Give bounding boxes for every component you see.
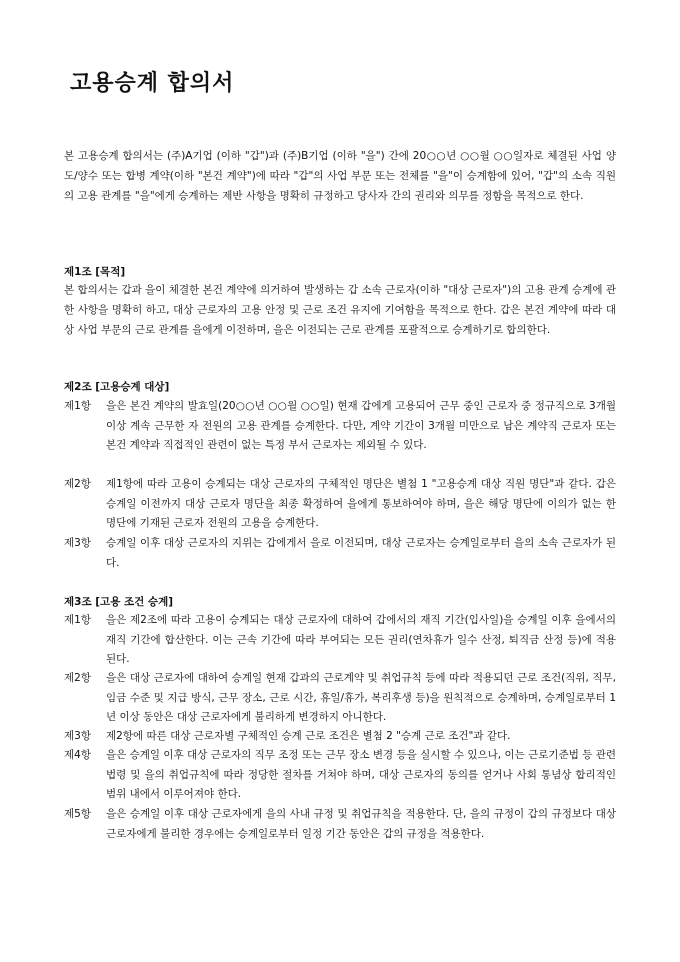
clause-text: 을은 승계일 이후 대상 근로자의 직무 조정 또는 근무 장소 변경 등을 실시할 수 있으나, 이는 근로기준법 등 관련 법령 및 을의 취업규칙에 따라 정당한 절차를 거쳐야 하며, 대상 근로자의 동의를 얻거나 사회 통념상 합리적인 범위 내에서 이루어져야 한다. — [106, 749, 616, 800]
document-title: 고용승계 합의서 — [70, 71, 235, 96]
clause-text: 을은 승계일 이후 대상 근로자에게 을의 사내 규정 및 취업규칙을 적용한다. 단, 을의 규정이 갑의 규정보다 대상 근로자에게 불리한 경우에는 승계일로부터 일정 기간 동안은 갑의 규정을 적용한다. — [106, 808, 616, 840]
clause-text: 제1항에 따라 고용이 승계되는 대상 근로자의 구체적인 명단은 별첨 1 "고용승계 대상 직원 명단"과 같다. 갑은 승계일 이전까지 대상 근로자 명단을 최종 확정하여 을에게 통보하여야 하며, 을은 해당 명단에 이의가 없는 한 명단에 기재된 근로자 전원의 고용을 승계한다. — [106, 478, 616, 529]
intro-paragraph: 본 고용승계 합의서는 (주)A기업 (이하 "갑")과 (주)B기업 (이하 "을") 간에 20○○년 ○○월 ○○일자로 체결된 사업 양도/양수 또는 합병 계약(이하 "본건 계약")에 따라 "갑"의 사업 부문 또는 전체를 "을"이 승계함에 있어, "갑"의 소속 직원의 고용 관계를 "을"에게 승계하는 제반 사항을 명확히 규정하고 당사자 간의 권리와 의무를 정함을 목적으로 한다. — [64, 150, 616, 202]
clause-number: 제2항 — [64, 672, 91, 684]
article2-clause-1 — [64, 397, 616, 456]
clause-number: 제4항 — [64, 749, 91, 761]
article3-clause-5 — [64, 805, 616, 844]
clause-text: 승계일 이후 대상 근로자의 지위는 갑에게서 을로 이전되며, 대상 근로자는 승계일로부터 을의 소속 근로자가 된다. — [106, 537, 616, 569]
article3-clause-4 — [64, 746, 616, 805]
article1-text: 본 합의서는 갑과 을이 체결한 본건 계약에 의거하여 발생하는 갑 소속 근로자(이하 "대상 근로자")의 고용 관계 승계에 관한 사항을 명확히 하고, 대상 근로자의 고용 안정 및 근로 조건 유지에 기여함을 목적으로 한다. 갑은 본건 계약에 따라 대상 사업 부문의 근로 관계를 을에게 이전하며, 을은 이전되는 근로 관계를 포괄적으로 승계하기로 합의한다. — [64, 284, 616, 336]
article3-clause-3 — [64, 727, 616, 747]
article3-clause-2 — [64, 669, 616, 728]
clause-number: 제1항 — [64, 614, 91, 626]
article2-clause-2 — [64, 475, 616, 534]
clause-text: 을은 대상 근로자에 대하여 승계일 현재 갑과의 근로계약 및 취업규칙 등에 따라 적용되던 근로 조건(직위, 직무, 임금 수준 및 지급 방식, 근무 장소, 근로 시간, 휴일/휴가, 복리후생 등)을 원칙적으로 승계하며, 승계일로부터 1년 이상 동안은 대상 근로자에게 불리하게 변경하지 아니한다. — [106, 672, 616, 723]
article1-heading: 제1조 [목적] — [64, 266, 126, 278]
clause-number: 제1항 — [64, 400, 91, 412]
clause-number: 제3항 — [64, 730, 91, 742]
clause-number: 제5항 — [64, 808, 91, 820]
article3-clause-1 — [64, 611, 616, 670]
clause-text: 을은 본건 계약의 발효일(20○○년 ○○월 ○○일) 현재 갑에게 고용되어 근무 중인 근로자 중 정규직으로 3개월 이상 계속 근무한 자 전원의 고용 관계를 승계한다. 다만, 계약 기간이 3개월 미만으로 남은 계약직 근로자 또는 본건 계약과 직접적인 관련이 없는 특정 부서 근로자는 제외될 수 있다. — [106, 400, 616, 451]
article2-heading: 제2조 [고용승계 대상] — [64, 381, 170, 393]
clause-text: 제2항에 따른 대상 근로자별 구체적인 승계 근로 조건은 별첨 2 "승계 근로 조건"과 같다. — [106, 730, 511, 742]
article3-heading: 제3조 [고용 조건 승계] — [64, 596, 174, 608]
clause-text: 을은 제2조에 따라 고용이 승계되는 대상 근로자에 대하여 갑에서의 재직 기간(입사일)을 승계일 이후 을에서의 재직 기간에 합산한다. 이는 근속 기간에 따라 부여되는 모든 권리(연차휴가 일수 산정, 퇴직금 산정 등)에 적용된다. — [106, 614, 616, 665]
clause-number: 제2항 — [64, 478, 91, 490]
article2-clause-3 — [64, 534, 616, 573]
clause-number: 제3항 — [64, 537, 91, 549]
